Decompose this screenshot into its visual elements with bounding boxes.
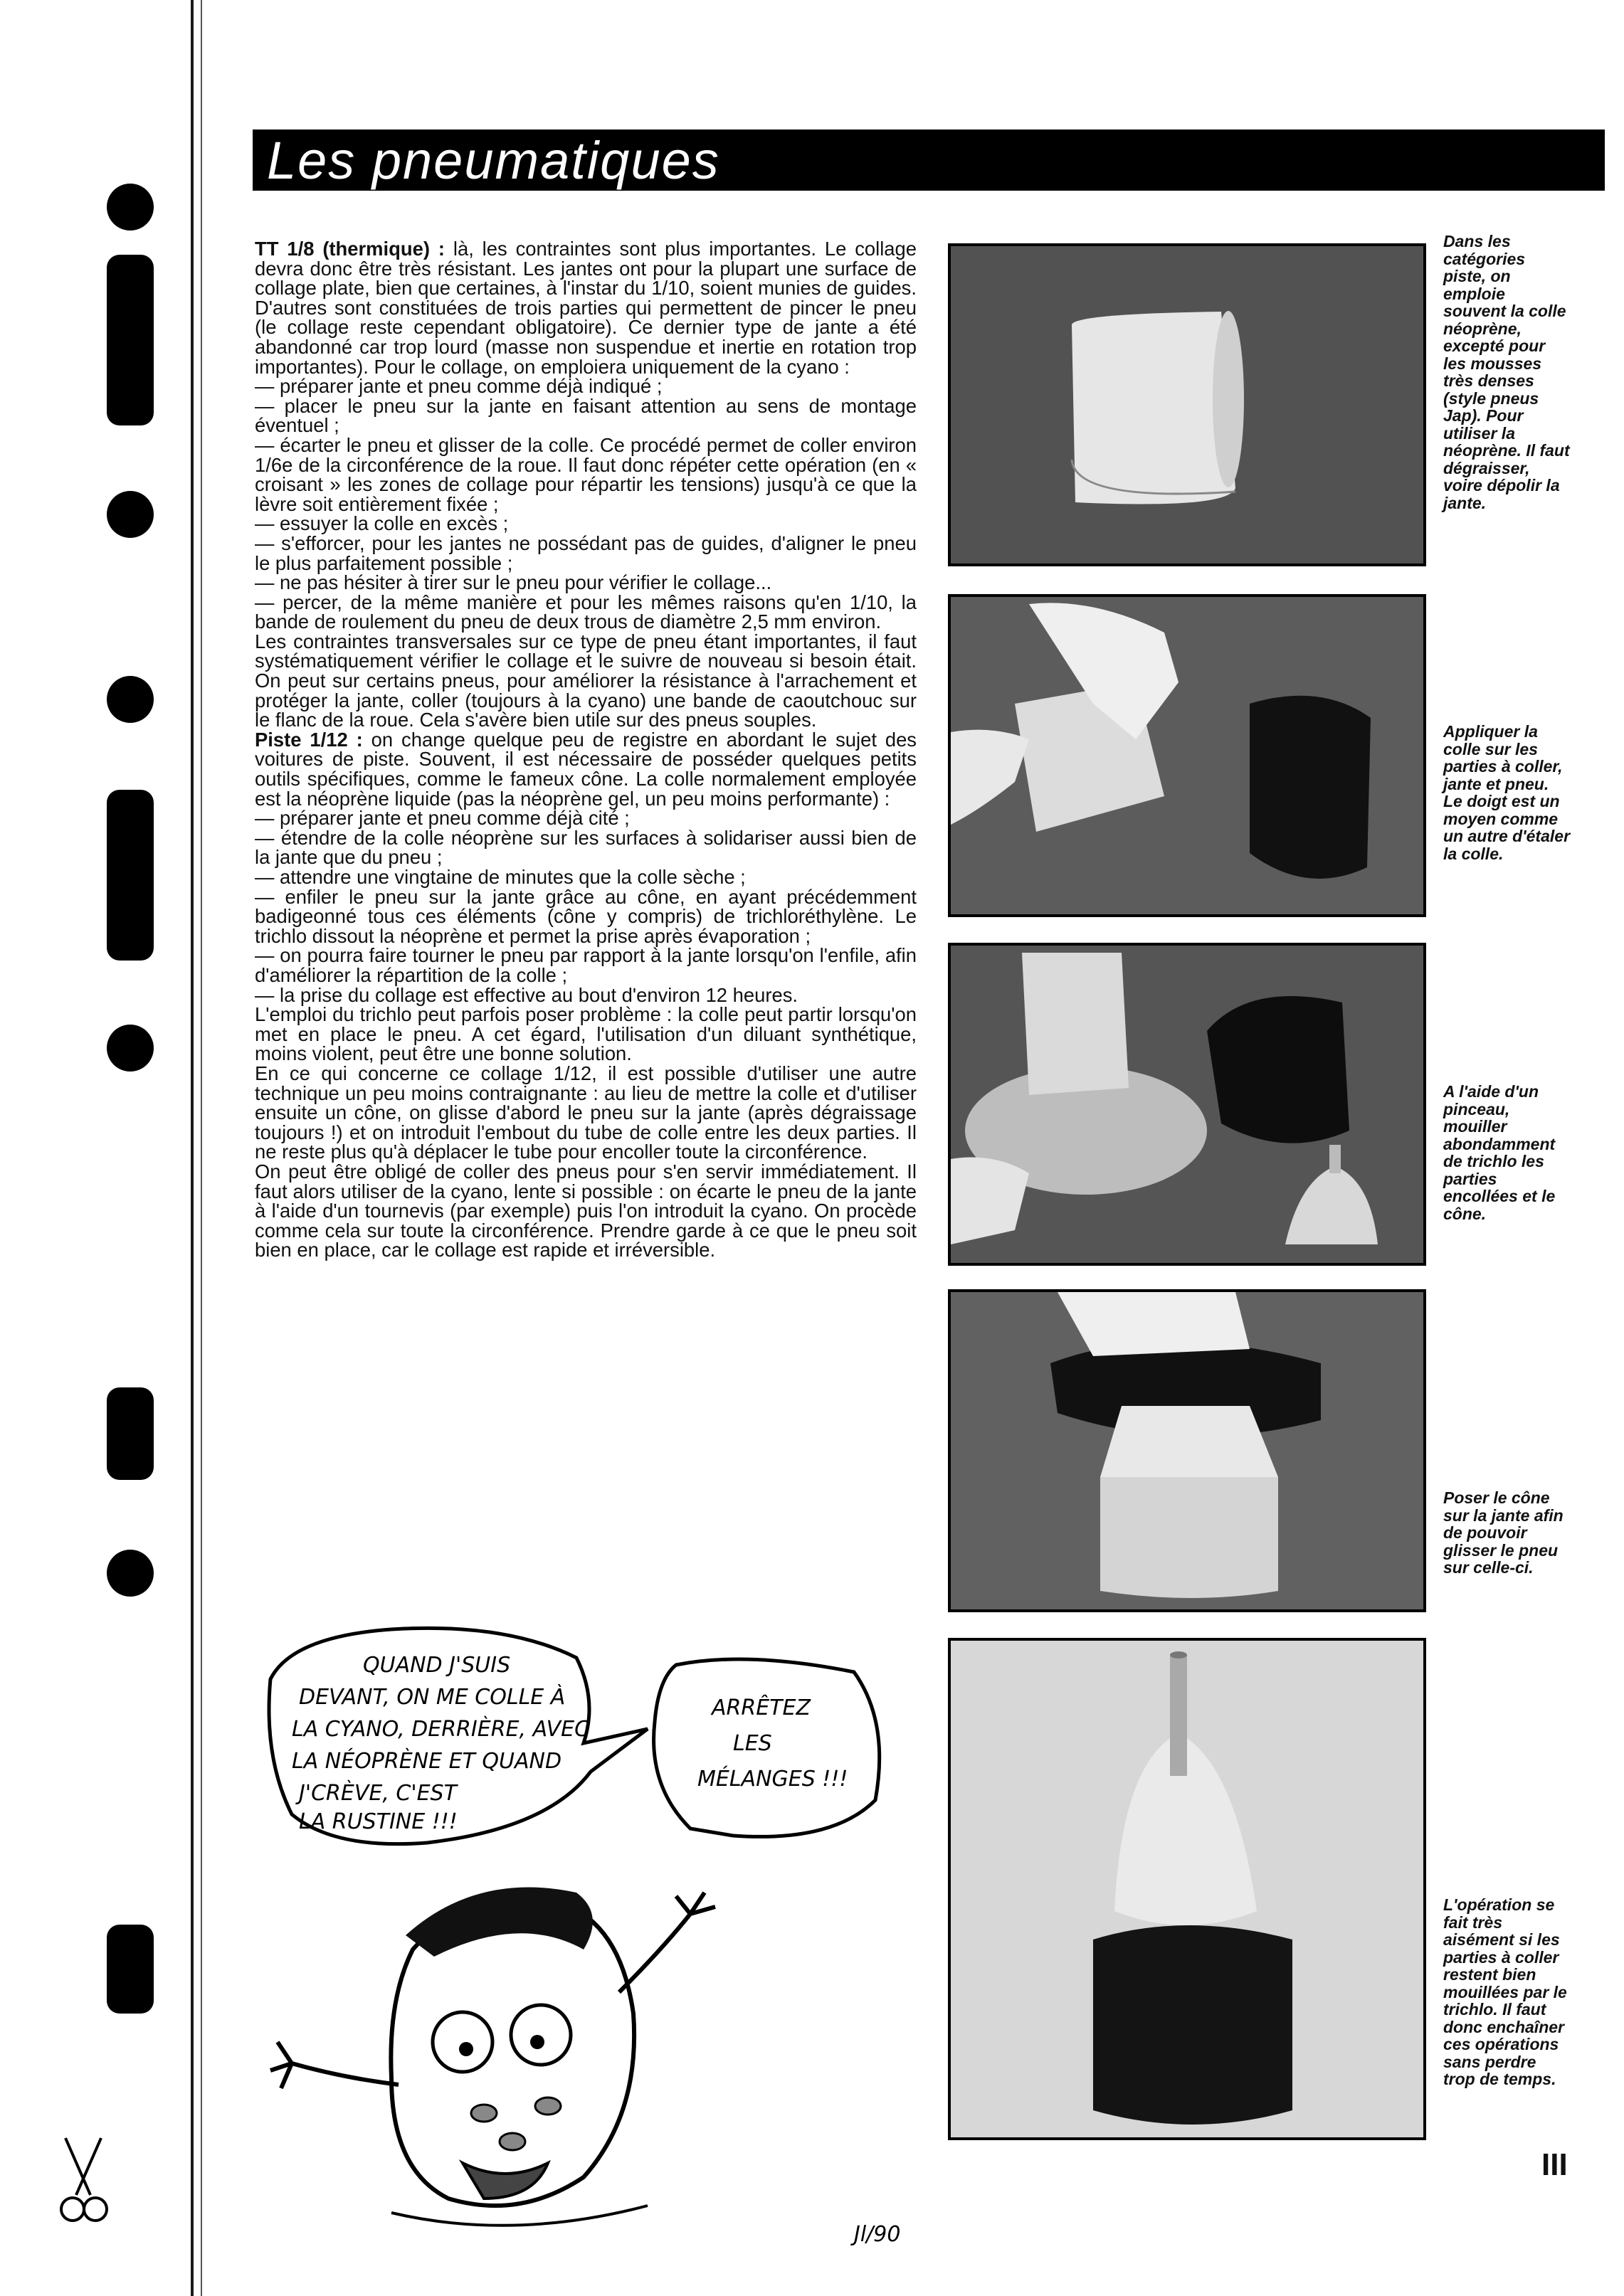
cartoon-illustration: [249, 1615, 918, 2255]
bubble-line: ARRÊTEZ: [712, 1695, 811, 1720]
paragraph-text: L'emploi du trichlo peut parfois poser problème : la colle peut partir lorsqu'on met en place le pneu. A cet égard, l'utilisation d'un diluant synthétique, moins violent, peut être une bonne solution.: [255, 1003, 917, 1065]
cartoon-signature: Jl/90: [854, 2222, 901, 2247]
paragraph-text: — la prise du collage est effective au bout d'environ 12 heures.: [255, 983, 798, 1006]
paragraph: [255, 828, 917, 867]
paragraph: [255, 573, 917, 593]
paragraph: [255, 985, 917, 1005]
paragraph: [255, 632, 917, 730]
bubble-line: QUAND J'SUIS: [363, 1653, 511, 1678]
paragraph: [255, 531, 917, 574]
punch-hole: [107, 491, 154, 538]
paragraph: [255, 514, 917, 534]
punch-hole-long: [107, 255, 154, 425]
bubble-line: LA RUSTINE !!!: [299, 1809, 458, 1834]
paragraph-text: on change quelque peu de registre en abordant le sujet des voitures de piste. Souvent, il est nécessaire de posséder quelques petits outils spécifiques, comme le fameux cône. La colle normalement employée est la néoprène liquide (pas la néoprène gel, un peu moins performante) :: [255, 728, 917, 810]
paragraph-text: — percer, de la même manière et pour les mêmes raisons qu'en 1/10, la bande de roulement du pneu de deux trous de diamètre 2,5 mm environ.: [255, 591, 917, 633]
punch-hole-long: [107, 790, 154, 961]
binder-margin-line-inner: [201, 0, 202, 2296]
paragraph: [255, 239, 917, 376]
photo-rim: [948, 243, 1426, 566]
paragraph: [255, 593, 917, 632]
paragraph: [255, 730, 917, 808]
binder-margin-line: [191, 0, 194, 2296]
punch-hole: [107, 1025, 154, 1072]
photo-brush-trichlo: [948, 943, 1426, 1266]
paragraph: [255, 396, 917, 435]
photo-caption: A l'aide d'un pinceau, mouiller abondamment de trichlo les parties encollées et le cône.: [1443, 1082, 1556, 1223]
punch-hole: [107, 184, 154, 231]
paragraph-text: — attendre une vingtaine de minutes que la colle sèche ;: [255, 866, 746, 888]
photo-caption: Appliquer la colle sur les parties à coller, jante et pneu. Le doigt est un moyen comme un autre d'étaler la colle.: [1443, 722, 1571, 863]
bubble-line: MÉLANGES !!!: [697, 1767, 848, 1792]
bubble-line: DEVANT, ON ME COLLE À: [299, 1685, 566, 1710]
punch-hole: [107, 1550, 154, 1597]
paragraph-text: — étendre de la colle néoprène sur les surfaces à solidariser aussi bien de la jante que du pneu ;: [255, 826, 917, 869]
tire-character: [270, 1888, 715, 2226]
punch-hole: [107, 676, 154, 723]
photo-caption: Poser le cône sur la jante afin de pouvoir glisser le pneu sur celle-ci.: [1443, 1488, 1564, 1577]
paragraph-lead: Piste 1/12 :: [255, 728, 363, 751]
paragraph-text: — préparer jante et pneu comme déjà cité ;: [255, 807, 630, 830]
paragraph: [255, 1162, 917, 1260]
paragraph-text: — enfiler le pneu sur la jante grâce au cône, en ayant précédemment badigeonné tous ces éléments (cône y compris) de trichloréthylène. Le trichlo dissout la néoprène et permet la prise après évaporation ;: [255, 885, 917, 947]
photo-finished-cone: [948, 1638, 1426, 2140]
paragraph-text: — on pourra faire tourner le pneu par rapport à la jante lorsqu'on l'enfile, afin d'améliorer la répartition de la colle ;: [255, 944, 917, 986]
bubble-line: LES: [733, 1731, 772, 1756]
paragraph-text: Les contraintes transversales sur ce type de pneu étant importantes, il faut systématiquement vérifier le collage et le suivre de nouveau si besoin était. On peut sur certains pneus, pour améliorer la résistance à l'arrachement et protéger la jante, coller (toujours à la cyano) une bande de caoutchouc sur le flanc de la roue. Cela s'avère bien utile sur des pneus souples.: [255, 630, 917, 731]
paragraph: [255, 808, 917, 828]
paragraph: [255, 867, 917, 887]
paragraph-lead: TT 1/8 (thermique) :: [255, 238, 445, 260]
paragraph-text: — placer le pneu sur la jante en faisant attention au sens de montage éventuel ;: [255, 394, 917, 437]
photo-cone-on-rim: [948, 1289, 1426, 1612]
paragraph: [255, 887, 917, 946]
article-body: [255, 239, 917, 1260]
punch-hole-long: [107, 1387, 154, 1480]
paragraph-text: En ce qui concerne ce collage 1/12, il est possible d'utiliser une autre technique un peu moins contraignante : au lieu de mettre la colle et d'utiliser ensuite un cône, on glisse d'abord le pneu sur la jante (après dégraissage toujours !) et on introduit l'embout du tube de colle entre les deux parties. Il ne reste plus qu'à déplacer le tube pour encoller toute la circonférence.: [255, 1062, 917, 1163]
paragraph: [255, 1064, 917, 1162]
paragraph-text: — écarter le pneu et glisser de la colle. Ce procédé permet de coller environ 1/6e de la circonférence de la roue. Il faut donc répéter cette opération (en « croisant » les zones de collage pour répartir les tensions) jusqu'à ce que la lèvre soit entièrement fixée ;: [255, 433, 917, 515]
paragraph: [255, 1005, 917, 1064]
paragraph: [255, 435, 917, 514]
photo-applying-glue: [948, 594, 1426, 917]
page-title: Les pneumatiques: [267, 131, 720, 190]
photo-caption: Dans les catégories piste, on emploie souvent la colle néoprène, excepté pour les mousses très denses (style pneus Jap). Pour utiliser la néoprène. Il faut dégraisser, voire dépolir la jante.: [1443, 232, 1570, 512]
paragraph-text: — s'efforcer, pour les jantes ne possédant pas de guides, d'aligner le pneu le plus parfaitement possible ;: [255, 531, 917, 574]
bubble-line: LA NÉOPRÈNE ET QUAND: [292, 1749, 562, 1774]
page-number: III: [1541, 2147, 1568, 2182]
bubble-line: LA CYANO, DERRIÈRE, AVEC: [292, 1717, 590, 1742]
paragraph-text: On peut être obligé de coller des pneus pour s'en servir immédiatement. Il faut alors utiliser de la cyano, lente si possible : on écarte le pneu de la jante à l'aide d'un tournevis (par exemple) puis l'on introduit la cyano. On procède comme cela sur toute la circonférence. Prendre garde à ce que le pneu soit bien en place, car le collage est rapide et irréversible.: [255, 1160, 917, 1261]
paragraph-text: — préparer jante et pneu comme déjà indiqué ;: [255, 375, 663, 398]
paragraph-text: — ne pas hésiter à tirer sur le pneu pour vérifier le collage...: [255, 571, 772, 594]
paragraph: [255, 946, 917, 985]
photo-caption: L'opération se fait très aisément si les parties à coller restent bien mouillées par le trichlo. Il faut donc enchaîner ces opérations sans perdre trop de temps.: [1443, 1895, 1567, 2088]
paragraph-text: — essuyer la colle en excès ;: [255, 512, 509, 535]
paragraph-text: là, les contraintes sont plus importantes. Le collage devra donc être très résistant. Les jantes ont pour la plupart une surface de collage plate, bien que certaines, à l'instar du 1/10, soient munies de guides. D'autres sont constituées de trois parties qui permettent de pincer le pneu (le collage reste cependant obligatoire). Ce dernier type de jante a été abandonné car trop lourd (masse non suspendue et inertie en rotation trop importantes). Pour le collage, on emploiera uniquement de la cyano :: [255, 238, 917, 378]
paragraph: [255, 376, 917, 396]
bubble-line: J'CRÈVE, C'EST: [299, 1781, 457, 1806]
punch-hole-long: [107, 1925, 154, 2014]
title-bar: [253, 129, 1605, 191]
scissors-icon: [51, 2134, 115, 2227]
